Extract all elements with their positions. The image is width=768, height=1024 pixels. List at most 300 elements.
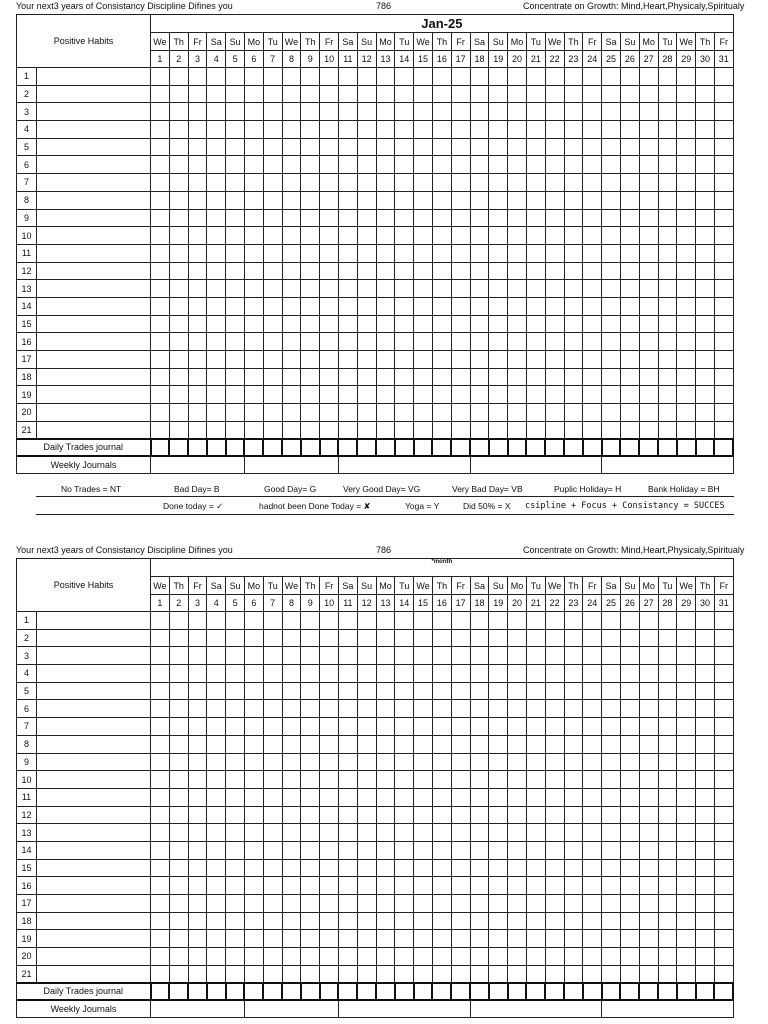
habit-day-cell[interactable] — [301, 191, 320, 209]
habit-day-cell[interactable] — [696, 965, 715, 983]
habit-day-cell[interactable] — [677, 156, 696, 174]
habit-day-cell[interactable] — [151, 68, 170, 86]
habit-day-cell[interactable] — [583, 912, 602, 930]
habit-day-cell[interactable] — [263, 191, 282, 209]
habit-day-cell[interactable] — [226, 85, 245, 103]
habit-day-cell[interactable] — [470, 718, 489, 736]
habit-day-cell[interactable] — [526, 859, 545, 877]
habit-day-cell[interactable] — [263, 280, 282, 298]
habit-day-cell[interactable] — [451, 771, 470, 789]
habit-day-cell[interactable] — [489, 647, 508, 665]
habit-day-cell[interactable] — [226, 841, 245, 859]
habit-day-cell[interactable] — [639, 647, 658, 665]
habit-day-cell[interactable] — [188, 315, 207, 333]
habit-day-cell[interactable] — [395, 665, 414, 683]
habit-day-cell[interactable] — [320, 682, 339, 700]
habit-day-cell[interactable] — [489, 262, 508, 280]
habit-day-cell[interactable] — [263, 824, 282, 842]
habit-day-cell[interactable] — [583, 965, 602, 983]
habit-day-cell[interactable] — [677, 191, 696, 209]
habit-day-cell[interactable] — [414, 262, 433, 280]
habit-day-cell[interactable] — [658, 682, 677, 700]
habit-day-cell[interactable] — [451, 965, 470, 983]
habit-day-cell[interactable] — [696, 404, 715, 422]
habit-day-cell[interactable] — [714, 280, 733, 298]
habit-day-cell[interactable] — [263, 244, 282, 262]
habit-day-cell[interactable] — [489, 859, 508, 877]
habit-day-cell[interactable] — [395, 948, 414, 966]
trades-day-cell[interactable] — [658, 439, 677, 456]
habit-day-cell[interactable] — [620, 859, 639, 877]
habit-day-cell[interactable] — [338, 718, 357, 736]
habit-day-cell[interactable] — [564, 718, 583, 736]
habit-day-cell[interactable] — [376, 103, 395, 121]
habit-day-cell[interactable] — [451, 930, 470, 948]
habit-day-cell[interactable] — [301, 368, 320, 386]
habit-day-cell[interactable] — [282, 965, 301, 983]
habit-day-cell[interactable] — [583, 315, 602, 333]
habit-day-cell[interactable] — [338, 351, 357, 369]
habit-day-cell[interactable] — [357, 103, 376, 121]
habit-day-cell[interactable] — [508, 930, 527, 948]
habit-day-cell[interactable] — [714, 788, 733, 806]
habit-day-cell[interactable] — [414, 771, 433, 789]
habit-day-cell[interactable] — [357, 262, 376, 280]
habit-day-cell[interactable] — [620, 965, 639, 983]
habit-day-cell[interactable] — [602, 85, 621, 103]
habit-day-cell[interactable] — [282, 280, 301, 298]
habit-day-cell[interactable] — [301, 753, 320, 771]
habit-day-cell[interactable] — [226, 368, 245, 386]
trades-day-cell[interactable] — [714, 983, 733, 1000]
habit-day-cell[interactable] — [226, 297, 245, 315]
habit-day-cell[interactable] — [583, 333, 602, 351]
habit-day-cell[interactable] — [564, 280, 583, 298]
habit-day-cell[interactable] — [526, 771, 545, 789]
habit-day-cell[interactable] — [226, 753, 245, 771]
habit-day-cell[interactable] — [320, 753, 339, 771]
habit-day-cell[interactable] — [489, 191, 508, 209]
habit-day-cell[interactable] — [714, 103, 733, 121]
habit-day-cell[interactable] — [526, 421, 545, 439]
habit-day-cell[interactable] — [545, 333, 564, 351]
habit-day-cell[interactable] — [207, 85, 226, 103]
habit-day-cell[interactable] — [620, 333, 639, 351]
habit-day-cell[interactable] — [188, 735, 207, 753]
habit-day-cell[interactable] — [263, 718, 282, 736]
habit-day-cell[interactable] — [282, 665, 301, 683]
habit-day-cell[interactable] — [226, 629, 245, 647]
habit-day-cell[interactable] — [188, 121, 207, 139]
habit-day-cell[interactable] — [432, 859, 451, 877]
habit-day-cell[interactable] — [244, 174, 263, 192]
habit-day-cell[interactable] — [714, 315, 733, 333]
habit-day-cell[interactable] — [564, 103, 583, 121]
habit-day-cell[interactable] — [282, 788, 301, 806]
habit-day-cell[interactable] — [583, 859, 602, 877]
habit-day-cell[interactable] — [263, 68, 282, 86]
habit-day-cell[interactable] — [282, 806, 301, 824]
habit-day-cell[interactable] — [545, 682, 564, 700]
habit-day-cell[interactable] — [564, 682, 583, 700]
habit-day-cell[interactable] — [338, 665, 357, 683]
habit-day-cell[interactable] — [282, 647, 301, 665]
habit-day-cell[interactable] — [432, 421, 451, 439]
habit-day-cell[interactable] — [244, 612, 263, 630]
habit-day-cell[interactable] — [714, 333, 733, 351]
habit-day-cell[interactable] — [169, 612, 188, 630]
habit-name-cell[interactable] — [37, 209, 151, 227]
habit-day-cell[interactable] — [169, 647, 188, 665]
habit-day-cell[interactable] — [564, 824, 583, 842]
habit-day-cell[interactable] — [508, 297, 527, 315]
habit-day-cell[interactable] — [376, 700, 395, 718]
habit-day-cell[interactable] — [470, 806, 489, 824]
habit-day-cell[interactable] — [151, 930, 170, 948]
trades-day-cell[interactable] — [508, 439, 527, 456]
habit-day-cell[interactable] — [301, 404, 320, 422]
habit-day-cell[interactable] — [226, 421, 245, 439]
habit-day-cell[interactable] — [282, 629, 301, 647]
habit-day-cell[interactable] — [301, 665, 320, 683]
habit-day-cell[interactable] — [414, 227, 433, 245]
habit-day-cell[interactable] — [169, 244, 188, 262]
habit-day-cell[interactable] — [338, 262, 357, 280]
trades-day-cell[interactable] — [320, 983, 339, 1000]
habit-day-cell[interactable] — [714, 156, 733, 174]
habit-day-cell[interactable] — [169, 351, 188, 369]
habit-day-cell[interactable] — [432, 68, 451, 86]
habit-day-cell[interactable] — [470, 191, 489, 209]
habit-day-cell[interactable] — [696, 333, 715, 351]
habit-day-cell[interactable] — [602, 280, 621, 298]
habit-day-cell[interactable] — [489, 771, 508, 789]
habit-day-cell[interactable] — [414, 824, 433, 842]
habit-day-cell[interactable] — [583, 280, 602, 298]
habit-day-cell[interactable] — [602, 788, 621, 806]
habit-day-cell[interactable] — [696, 315, 715, 333]
habit-day-cell[interactable] — [169, 965, 188, 983]
habit-day-cell[interactable] — [282, 368, 301, 386]
habit-day-cell[interactable] — [320, 244, 339, 262]
habit-day-cell[interactable] — [432, 244, 451, 262]
habit-day-cell[interactable] — [151, 333, 170, 351]
habit-day-cell[interactable] — [188, 85, 207, 103]
habit-day-cell[interactable] — [602, 930, 621, 948]
habit-day-cell[interactable] — [263, 895, 282, 913]
habit-day-cell[interactable] — [188, 930, 207, 948]
habit-day-cell[interactable] — [489, 227, 508, 245]
habit-day-cell[interactable] — [508, 841, 527, 859]
habit-day-cell[interactable] — [658, 351, 677, 369]
habit-day-cell[interactable] — [376, 68, 395, 86]
habit-day-cell[interactable] — [320, 351, 339, 369]
habit-day-cell[interactable] — [301, 859, 320, 877]
habit-day-cell[interactable] — [620, 912, 639, 930]
habit-day-cell[interactable] — [320, 877, 339, 895]
habit-day-cell[interactable] — [545, 735, 564, 753]
habit-day-cell[interactable] — [320, 209, 339, 227]
habit-day-cell[interactable] — [414, 368, 433, 386]
habit-day-cell[interactable] — [414, 191, 433, 209]
habit-day-cell[interactable] — [696, 895, 715, 913]
habit-day-cell[interactable] — [620, 806, 639, 824]
habit-day-cell[interactable] — [545, 386, 564, 404]
habit-day-cell[interactable] — [207, 68, 226, 86]
trades-day-cell[interactable] — [301, 983, 320, 1000]
habit-day-cell[interactable] — [583, 948, 602, 966]
habit-day-cell[interactable] — [526, 227, 545, 245]
trades-day-cell[interactable] — [338, 439, 357, 456]
habit-day-cell[interactable] — [583, 700, 602, 718]
habit-day-cell[interactable] — [357, 700, 376, 718]
habit-day-cell[interactable] — [696, 841, 715, 859]
habit-day-cell[interactable] — [677, 912, 696, 930]
habit-day-cell[interactable] — [244, 227, 263, 245]
habit-day-cell[interactable] — [395, 103, 414, 121]
trades-day-cell[interactable] — [432, 983, 451, 1000]
habit-day-cell[interactable] — [207, 753, 226, 771]
habit-day-cell[interactable] — [151, 404, 170, 422]
habit-day-cell[interactable] — [545, 948, 564, 966]
habit-day-cell[interactable] — [451, 665, 470, 683]
habit-day-cell[interactable] — [696, 85, 715, 103]
habit-day-cell[interactable] — [263, 771, 282, 789]
habit-day-cell[interactable] — [639, 806, 658, 824]
habit-day-cell[interactable] — [564, 68, 583, 86]
habit-day-cell[interactable] — [602, 244, 621, 262]
habit-day-cell[interactable] — [263, 121, 282, 139]
habit-day-cell[interactable] — [508, 895, 527, 913]
habit-day-cell[interactable] — [639, 297, 658, 315]
habit-day-cell[interactable] — [489, 612, 508, 630]
habit-day-cell[interactable] — [564, 227, 583, 245]
habit-day-cell[interactable] — [432, 612, 451, 630]
habit-day-cell[interactable] — [696, 280, 715, 298]
habit-day-cell[interactable] — [338, 244, 357, 262]
habit-day-cell[interactable] — [320, 859, 339, 877]
habit-day-cell[interactable] — [338, 174, 357, 192]
habit-day-cell[interactable] — [301, 912, 320, 930]
habit-day-cell[interactable] — [714, 386, 733, 404]
habit-day-cell[interactable] — [338, 612, 357, 630]
habit-day-cell[interactable] — [169, 806, 188, 824]
habit-day-cell[interactable] — [602, 824, 621, 842]
habit-day-cell[interactable] — [414, 841, 433, 859]
habit-day-cell[interactable] — [620, 877, 639, 895]
habit-day-cell[interactable] — [244, 421, 263, 439]
habit-day-cell[interactable] — [169, 771, 188, 789]
habit-day-cell[interactable] — [545, 121, 564, 139]
habit-day-cell[interactable] — [244, 68, 263, 86]
habit-day-cell[interactable] — [696, 386, 715, 404]
habit-day-cell[interactable] — [658, 103, 677, 121]
habit-day-cell[interactable] — [282, 351, 301, 369]
habit-day-cell[interactable] — [658, 368, 677, 386]
habit-day-cell[interactable] — [714, 351, 733, 369]
habit-day-cell[interactable] — [658, 771, 677, 789]
habit-day-cell[interactable] — [658, 700, 677, 718]
habit-name-cell[interactable] — [37, 351, 151, 369]
habit-day-cell[interactable] — [432, 647, 451, 665]
habit-day-cell[interactable] — [169, 841, 188, 859]
habit-day-cell[interactable] — [282, 735, 301, 753]
habit-day-cell[interactable] — [620, 156, 639, 174]
habit-day-cell[interactable] — [376, 718, 395, 736]
habit-day-cell[interactable] — [395, 386, 414, 404]
habit-day-cell[interactable] — [470, 368, 489, 386]
habit-day-cell[interactable] — [714, 718, 733, 736]
habit-day-cell[interactable] — [151, 700, 170, 718]
habit-day-cell[interactable] — [526, 191, 545, 209]
habit-day-cell[interactable] — [188, 806, 207, 824]
habit-day-cell[interactable] — [489, 68, 508, 86]
habit-day-cell[interactable] — [602, 735, 621, 753]
habit-day-cell[interactable] — [414, 138, 433, 156]
habit-day-cell[interactable] — [357, 788, 376, 806]
habit-day-cell[interactable] — [414, 404, 433, 422]
habit-day-cell[interactable] — [451, 404, 470, 422]
habit-day-cell[interactable] — [244, 280, 263, 298]
habit-day-cell[interactable] — [188, 788, 207, 806]
habit-day-cell[interactable] — [301, 930, 320, 948]
habit-day-cell[interactable] — [395, 647, 414, 665]
habit-day-cell[interactable] — [263, 315, 282, 333]
habit-day-cell[interactable] — [282, 771, 301, 789]
habit-day-cell[interactable] — [714, 806, 733, 824]
habit-day-cell[interactable] — [508, 227, 527, 245]
habit-day-cell[interactable] — [602, 806, 621, 824]
habit-day-cell[interactable] — [677, 297, 696, 315]
habit-day-cell[interactable] — [677, 859, 696, 877]
habit-day-cell[interactable] — [658, 209, 677, 227]
habit-day-cell[interactable] — [508, 138, 527, 156]
habit-day-cell[interactable] — [620, 824, 639, 842]
habit-day-cell[interactable] — [414, 103, 433, 121]
habit-day-cell[interactable] — [357, 404, 376, 422]
habit-day-cell[interactable] — [414, 333, 433, 351]
habit-day-cell[interactable] — [620, 315, 639, 333]
habit-day-cell[interactable] — [207, 421, 226, 439]
habit-day-cell[interactable] — [658, 85, 677, 103]
habit-day-cell[interactable] — [602, 191, 621, 209]
habit-day-cell[interactable] — [301, 718, 320, 736]
habit-day-cell[interactable] — [508, 700, 527, 718]
habit-day-cell[interactable] — [564, 912, 583, 930]
habit-day-cell[interactable] — [489, 315, 508, 333]
habit-day-cell[interactable] — [489, 895, 508, 913]
habit-day-cell[interactable] — [414, 280, 433, 298]
habit-day-cell[interactable] — [151, 121, 170, 139]
habit-day-cell[interactable] — [244, 771, 263, 789]
habit-day-cell[interactable] — [207, 629, 226, 647]
habit-day-cell[interactable] — [470, 948, 489, 966]
habit-day-cell[interactable] — [207, 806, 226, 824]
habit-day-cell[interactable] — [263, 156, 282, 174]
habit-day-cell[interactable] — [639, 421, 658, 439]
habit-day-cell[interactable] — [357, 629, 376, 647]
habit-day-cell[interactable] — [301, 244, 320, 262]
habit-day-cell[interactable] — [620, 68, 639, 86]
habit-day-cell[interactable] — [151, 421, 170, 439]
habit-name-cell[interactable] — [37, 68, 151, 86]
habit-day-cell[interactable] — [282, 209, 301, 227]
habit-day-cell[interactable] — [395, 859, 414, 877]
habit-day-cell[interactable] — [564, 735, 583, 753]
habit-day-cell[interactable] — [188, 718, 207, 736]
habit-day-cell[interactable] — [414, 788, 433, 806]
habit-day-cell[interactable] — [376, 647, 395, 665]
habit-day-cell[interactable] — [282, 68, 301, 86]
habit-day-cell[interactable] — [658, 859, 677, 877]
habit-day-cell[interactable] — [414, 735, 433, 753]
habit-day-cell[interactable] — [207, 386, 226, 404]
habit-day-cell[interactable] — [620, 682, 639, 700]
habit-day-cell[interactable] — [639, 227, 658, 245]
habit-day-cell[interactable] — [658, 612, 677, 630]
habit-day-cell[interactable] — [320, 421, 339, 439]
habit-day-cell[interactable] — [620, 386, 639, 404]
habit-day-cell[interactable] — [470, 788, 489, 806]
habit-day-cell[interactable] — [508, 368, 527, 386]
habit-day-cell[interactable] — [226, 103, 245, 121]
habit-day-cell[interactable] — [564, 244, 583, 262]
habit-day-cell[interactable] — [395, 351, 414, 369]
habit-day-cell[interactable] — [620, 700, 639, 718]
habit-day-cell[interactable] — [658, 297, 677, 315]
habit-day-cell[interactable] — [395, 138, 414, 156]
habit-day-cell[interactable] — [432, 297, 451, 315]
habit-day-cell[interactable] — [395, 121, 414, 139]
habit-day-cell[interactable] — [451, 333, 470, 351]
habit-name-cell[interactable] — [37, 930, 151, 948]
habit-day-cell[interactable] — [470, 351, 489, 369]
habit-name-cell[interactable] — [37, 824, 151, 842]
habit-day-cell[interactable] — [620, 262, 639, 280]
habit-day-cell[interactable] — [489, 824, 508, 842]
habit-day-cell[interactable] — [320, 629, 339, 647]
habit-day-cell[interactable] — [376, 629, 395, 647]
habit-day-cell[interactable] — [357, 895, 376, 913]
habit-day-cell[interactable] — [639, 841, 658, 859]
habit-day-cell[interactable] — [658, 841, 677, 859]
habit-day-cell[interactable] — [169, 333, 188, 351]
habit-day-cell[interactable] — [414, 209, 433, 227]
habit-day-cell[interactable] — [151, 191, 170, 209]
habit-day-cell[interactable] — [658, 386, 677, 404]
habit-day-cell[interactable] — [263, 103, 282, 121]
habit-day-cell[interactable] — [282, 315, 301, 333]
habit-day-cell[interactable] — [414, 85, 433, 103]
habit-day-cell[interactable] — [696, 351, 715, 369]
habit-day-cell[interactable] — [207, 351, 226, 369]
habit-day-cell[interactable] — [226, 895, 245, 913]
trades-day-cell[interactable] — [282, 439, 301, 456]
habit-day-cell[interactable] — [470, 965, 489, 983]
habit-day-cell[interactable] — [188, 351, 207, 369]
habit-day-cell[interactable] — [696, 806, 715, 824]
trades-day-cell[interactable] — [338, 983, 357, 1000]
habit-day-cell[interactable] — [714, 85, 733, 103]
habit-day-cell[interactable] — [188, 333, 207, 351]
habit-day-cell[interactable] — [226, 333, 245, 351]
habit-day-cell[interactable] — [620, 735, 639, 753]
habit-day-cell[interactable] — [564, 877, 583, 895]
habit-day-cell[interactable] — [526, 174, 545, 192]
habit-day-cell[interactable] — [338, 103, 357, 121]
habit-day-cell[interactable] — [602, 68, 621, 86]
habit-day-cell[interactable] — [320, 103, 339, 121]
